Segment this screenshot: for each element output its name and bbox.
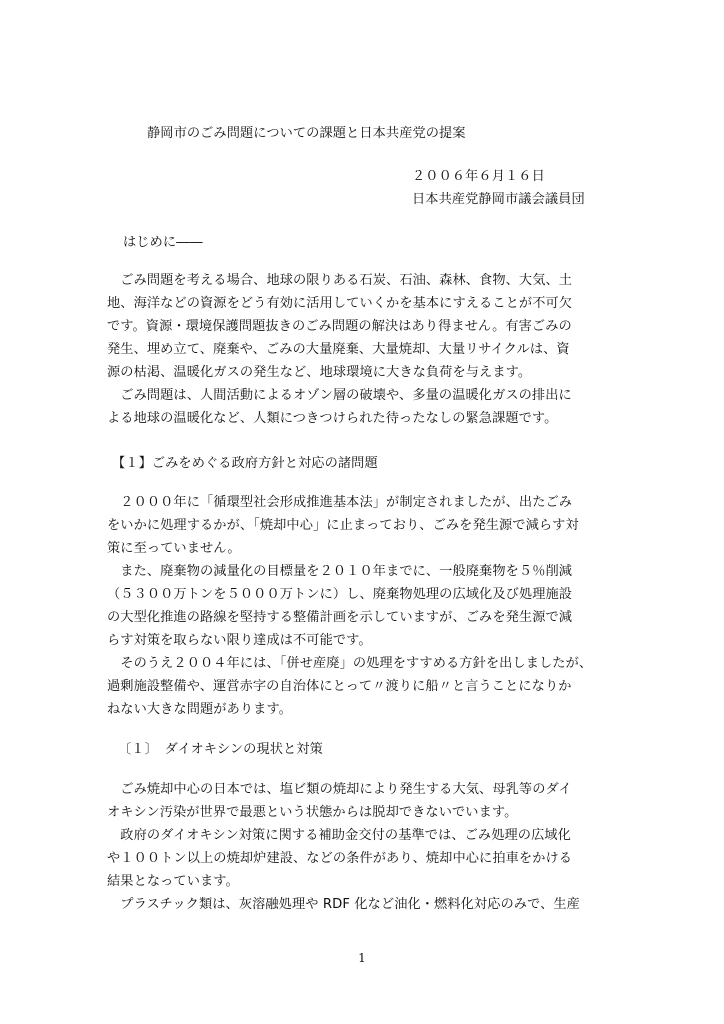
document-author: 日本共産党静岡市議会議員団 <box>412 192 585 207</box>
document-date: ２００６年６月１６日 <box>412 169 545 184</box>
section-line: の大型化推進の路線を堅持する整備計画を示していますが、ごみを発生源で減 <box>107 610 573 625</box>
page-number: 1 <box>358 951 366 965</box>
section-line: 策に至っていません。 <box>107 541 241 556</box>
section-line: らす対策を取らない限り達成は不可能です。 <box>107 633 372 648</box>
section-line: をいかに処理するかが、「焼却中心」に止まっており、ごみを発生源で減らす対 <box>107 518 579 533</box>
intro-line: ごみ問題を考える場合、地球の限りある石炭、石油、森林、食物、大気、土 <box>107 273 573 288</box>
subsection-line: 政府のダイオキシン対策に関する補助金交付の基準では、ごみ処理の広域化 <box>107 828 571 843</box>
intro-line: 地、海洋などの資源をどう有効に活用していくかを基本にすえることが不可欠 <box>107 296 573 311</box>
subsection-line: ごみ焼却中心の日本では、塩ビ類の焼却により発生する大気、母乳等のダイ <box>107 782 572 797</box>
subsection-line: や１００トン以上の焼却炉建設、などの条件があり、焼却中心に拍車をかける <box>107 851 573 866</box>
intro-line: 源の枯渇、温暖化ガスの発生など、地球環境に大きな負荷を与えます。 <box>107 365 532 380</box>
intro-line: ごみ問題は、人間活動によるオゾン層の破壊や、多量の温暖化ガスの排出に <box>107 388 572 403</box>
intro-line: 発生、埋め立て、廃棄や、ごみの大量廃棄、大量焼却、大量リサイクルは、資 <box>107 342 570 357</box>
subsection-line: プラスチック類は、灰溶融処理や RDF 化など油化・燃料化対応のみで、生産 <box>107 897 580 912</box>
subsection-line: 結果となっています。 <box>107 874 239 889</box>
intro-line: よる地球の温暖化など、人類につきつけられた待ったなしの緊急課題です。 <box>107 411 558 426</box>
section-line: ねない大きな問題があります。 <box>107 702 292 717</box>
section-line: また、廃棄物の減量化の目標量を２０１０年までに、一般廃棄物を５％削減 <box>107 564 573 579</box>
section-line: ２０００年に「循環型社会形成推進基本法」が制定されましたが、出たごみ <box>107 495 573 510</box>
section-heading: 【１】ごみをめぐる政府方針と対応の諸問題 <box>112 456 378 471</box>
section-line: （５３００万トンを５０００万トンに）し、廃棄物処理の広域化及び処理施設 <box>107 587 573 602</box>
intro-heading: はじめに―― <box>123 235 203 250</box>
section-line: 過剰施設整備や、運営赤字の自治体にとって〃渡りに船〃と言うことになりか <box>107 679 572 694</box>
subsection-line: オキシン汚染が世界で最悪という状態からは脱却できないでいます。 <box>107 805 518 820</box>
intro-line: です。資源・環境保護問題抜きのごみ問題の解決はあり得ません。有害ごみの <box>107 319 572 334</box>
subsection-heading: 〔１〕 ダイオキシンの現状と対策 <box>118 742 323 757</box>
section-line: そのうえ２００４年には、「併せ産廃」の処理をすすめる方針を出しましたが、 <box>107 656 593 671</box>
document-title: 静岡市のごみ問題についての課題と日本共産党の提案 <box>147 126 466 141</box>
